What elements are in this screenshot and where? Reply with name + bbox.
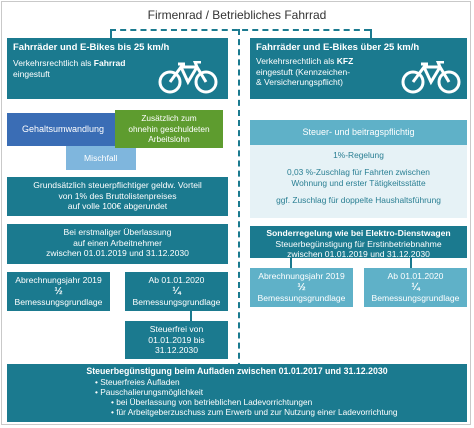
- special-box: [250, 226, 467, 258]
- bottom-sub-1-label: bei Überlassung von betrieblichen Ladevorrichtungen: [116, 396, 313, 407]
- zusaetzlich-box: [115, 110, 223, 148]
- left-tax-box: [7, 177, 228, 216]
- left-sub-2019-base: Bemessungsgrundlage: [14, 297, 103, 307]
- connector-top: [110, 29, 370, 31]
- right-sub-2020-fraction: ¼: [411, 281, 420, 293]
- right-tax-detail-box: [250, 145, 467, 218]
- left-first-box: [7, 224, 228, 264]
- bottom-box: [7, 364, 467, 422]
- left-header-line2: eingestuft: [13, 69, 50, 79]
- right-header-box: [250, 38, 467, 99]
- left-sub-2020-fraction: ¼: [172, 285, 181, 297]
- mischfall-label: Mischfall: [84, 153, 118, 163]
- zusaetzlich-line1: Zusätzlich zum: [141, 113, 197, 123]
- left-sub-2020-label: Ab 01.01.2020: [148, 275, 205, 285]
- bottom-item-2: • Pauschalierungsmöglichkeit: [95, 386, 204, 397]
- connector-left-steuerfrei: [190, 311, 192, 321]
- connector-center-line: [238, 29, 240, 379]
- right-sub-2019-box: [250, 268, 353, 307]
- right-header-line3: & Versicherungspflicht): [256, 77, 343, 87]
- right-sub-2019-fraction: ½: [297, 281, 306, 293]
- connector-right-split-left: [290, 258, 292, 268]
- bottom-sub-2-label: für Arbeitgeberzuschuss zum Erwerb und zur Nutzung einer Ladevorrichtung: [116, 406, 398, 417]
- left-first-line3: zwischen 01.01.2019 und 31.12.2030: [46, 248, 189, 258]
- bottom-item-2-label: Pauschalierungsmöglichkeit: [100, 386, 204, 397]
- special-title: Sonderregelung wie bei Elektro-Dienstwagen: [266, 228, 451, 238]
- right-tax-line3: ggf. Zuschlag für doppelte Haushaltsführung: [276, 195, 441, 205]
- right-header-line1-prefix: Verkehrsrechtlich als: [256, 56, 337, 66]
- right-tax-line2: Wohnung und erster Tätigkeitsstätte: [291, 178, 426, 188]
- left-header-box: [7, 38, 228, 99]
- special-line2: zwischen 01.01.2019 und 31.12.2030: [287, 249, 430, 259]
- right-header-desc: [256, 56, 353, 88]
- diagram-title: Firmenrad / Betriebliches Fahrrad: [147, 8, 327, 22]
- right-tax-header-box: [250, 120, 467, 145]
- left-tax-line3: auf volle 100€ abgerundet: [67, 201, 168, 211]
- steuerfrei-line3: 31.12.2030: [154, 345, 198, 355]
- special-line1: Steuerbegünstigung für Erstinbetriebnahme: [275, 238, 442, 249]
- right-sub-2020-label: Ab 01.01.2020: [387, 271, 444, 281]
- steuerfrei-box: [125, 321, 228, 359]
- mischfall-box: [66, 146, 136, 170]
- steuerfrei-line2: 01.01.2019 bis: [148, 334, 205, 345]
- right-header-title: Fahrräder und E-Bikes über 25 km/h: [256, 42, 420, 53]
- left-tax-line2: von 1% des Bruttolistenpreises: [58, 190, 177, 201]
- left-tax-line1: Grundsätzlich steuerpflichtiger geldw. Vorteil: [33, 180, 202, 190]
- right-tax-line1: 0,03 %-Zuschlag für Fahrten zwischen: [287, 167, 430, 177]
- right-header-line2: eingestuft (Kennzeichen-: [256, 66, 351, 77]
- right-sub-2019-label: Abrechnungsjahr 2019: [258, 271, 345, 281]
- right-sub-2020-box: [364, 268, 467, 307]
- gehaltsumwandlung-box: [7, 113, 119, 146]
- left-header-line1-prefix: Verkehrsrechtlich als: [13, 58, 94, 68]
- steuerfrei-line1: Steuerfrei von: [149, 324, 204, 334]
- bottom-sub-1: • bei Überlassung von betrieblichen Ladevorrichtungen: [111, 396, 313, 407]
- left-sub-2019-box: [7, 272, 110, 311]
- connector-right-split-right: [410, 258, 412, 268]
- gehaltsumwandlung-label: Gehaltsumwandlung: [21, 124, 105, 134]
- right-header-line1-bold: KFZ: [336, 56, 354, 66]
- bicycle-icon: [400, 61, 462, 95]
- bottom-title: Steuerbegünstigung beim Aufladen zwischen 01.01.2017 und 31.12.2030: [86, 366, 388, 376]
- right-sub-2020-base: Bemessungsgrundlage: [371, 293, 460, 303]
- left-sub-2020-box: [125, 272, 228, 311]
- left-header-title: Fahrräder und E-Bikes bis 25 km/h: [13, 42, 170, 53]
- left-sub-2020-base: Bemessungsgrundlage: [132, 297, 221, 307]
- zusaetzlich-line3: Arbeitslohn: [148, 134, 190, 144]
- right-sub-2019-base: Bemessungsgrundlage: [257, 293, 346, 303]
- left-first-line2: auf einen Arbeitnehmer: [73, 237, 162, 248]
- bottom-item-1: • Steuerfreies Aufladen: [95, 376, 180, 387]
- right-tax-rule: 1%-Regelung: [333, 150, 384, 160]
- left-header-line1-bold: Fahrrad: [93, 58, 126, 68]
- bottom-list: [7, 377, 467, 417]
- left-sub-2019-label: Abrechnungsjahr 2019: [15, 275, 102, 285]
- left-sub-2019-fraction: ½: [54, 285, 63, 297]
- bottom-sub-2: • für Arbeitgeberzuschuss zum Erwerb und zur Nutzung einer Ladevorrichtung: [111, 406, 398, 417]
- right-tax-header: Steuer- und beitragspflichtig: [302, 127, 415, 137]
- left-header-desc: [13, 58, 125, 80]
- bicycle-icon: [157, 61, 219, 95]
- left-first-line1: Bei erstmaliger Überlassung: [63, 227, 172, 237]
- bottom-item-1-label: Steuerfreies Aufladen: [100, 376, 180, 387]
- zusaetzlich-line2: ohnehin geschuldeten: [128, 123, 210, 134]
